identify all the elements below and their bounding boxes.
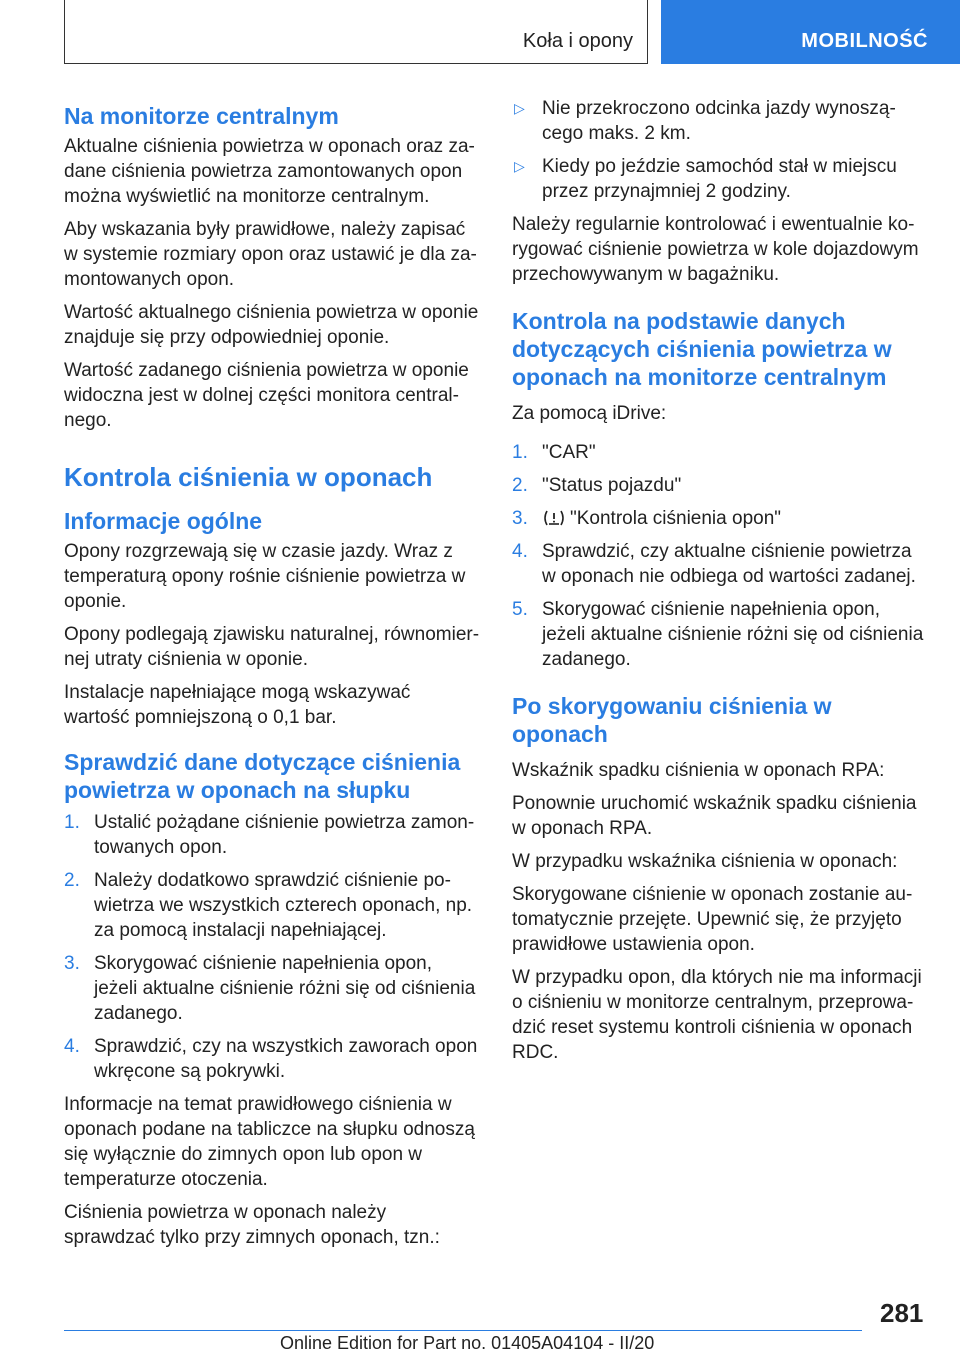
footer-edition: Online Edition for Part no. 01405A04104 - II/20	[280, 1333, 655, 1353]
step-number: 4.	[64, 1036, 80, 1057]
bullet-list	[512, 96, 928, 204]
step-number: 3.	[64, 953, 80, 974]
paragraph: Wartość aktualnego ciśnienia powietrza w oponie znajduje się przy odpowiedniej oponie.	[64, 302, 479, 348]
bullet-text: Kiedy po jeździe samochód stał w miejscu przez przynajmniej 2 godziny.	[542, 156, 897, 202]
list-item	[512, 506, 928, 531]
list-item	[512, 440, 928, 465]
footer-divider	[64, 1330, 862, 1331]
heading-monitor: Na monitorze centralnym	[64, 103, 339, 129]
step-text: Należy dodatkowo sprawdzić ciśnienie powietrza we wszystkich czterech oponach, np. za pomocą instalacji napełniającej.	[94, 870, 473, 941]
paragraph: Opony podlegają zjawisku naturalnej, równomiernej utraty ciśnienia w oponie.	[64, 624, 480, 670]
paragraph: W przypadku wskaźnika ciśnienia w oponach:	[512, 851, 898, 872]
list-item	[512, 597, 928, 672]
list-item	[512, 473, 928, 498]
paragraph: W przypadku opon, dla których nie ma informacji o ciśnieniu w monitorze centralnym, przeprowadzić reset systemu kontroli ciśnienia w oponach RDC.	[512, 967, 922, 1063]
tire-pressure-warning-icon	[542, 509, 566, 527]
paragraph: Aktualne ciśnienia powietrza w oponach oraz zadane ciśnienia powietrza zamontowanych opon można wyświetlić na monitorze centralnym.	[64, 136, 475, 207]
list-item	[64, 951, 480, 1026]
list-item	[64, 810, 480, 860]
paragraph: Opony rozgrzewają się w czasie jazdy. Wraz z temperaturą opony rośnie ciśnienie powietrza w oponie.	[64, 541, 466, 612]
list-item	[512, 154, 928, 204]
step-number: 3.	[512, 508, 528, 529]
chapter-title: Koła i opony	[522, 30, 633, 52]
paragraph: Ciśnienia powietrza w oponach należy sprawdzać tylko przy zimnych oponach, tzn.:	[64, 1202, 440, 1248]
step-text: Ustalić pożądane ciśnienie powietrza zamontowanych opon.	[94, 812, 475, 858]
step-text: Skorygować ciśnienie napełnienia opon, jeżeli aktualne ciśnienie różni się od ciśnienia zadanego.	[542, 599, 924, 670]
page-number: 281	[880, 1298, 924, 1328]
heading-sprawdzic: Sprawdzić dane dotyczące ciśnienia powietrza w oponach na słupku	[64, 749, 461, 803]
step-text: Sprawdzić, czy na wszystkich zaworach opon wkręcone są pokrywki.	[94, 1036, 478, 1082]
step-text: Sprawdzić, czy aktualne ciśnienie powietrza w oponach nie odbiega od wartości zadanej.	[542, 541, 916, 587]
page-header	[0, 0, 960, 66]
step-number: 1.	[512, 442, 528, 463]
steps-list	[64, 810, 480, 1084]
triangle-right-icon: ▷	[514, 158, 525, 174]
paragraph: Skorygowane ciśnienie w oponach zostanie automatycznie przejęte. Upewnić się, że przyjęto prawidłowe ustawienia opon.	[512, 884, 913, 955]
idrive-steps-list	[512, 440, 928, 672]
bullet-text: Nie przekroczono odcinka jazdy wynoszącego maks. 2 km.	[542, 98, 896, 144]
heading-po-skorygowaniu: Po skorygowaniu ciśnienia w oponach	[512, 693, 832, 747]
step-text: Skorygować ciśnienie napełnienia opon, jeżeli aktualne ciśnienie różni się od ciśnienia zadanego.	[94, 953, 476, 1024]
step-text: "Kontrola ciśnienia opon"	[570, 508, 782, 529]
list-item	[512, 539, 928, 589]
paragraph: Za pomocą iDrive:	[512, 403, 667, 424]
heading-kontrola-monitor: Kontrola na podstawie danych dotyczących ciśnienia powietrza w oponach na monitorze centralnym	[512, 308, 892, 390]
left-column	[64, 96, 480, 1258]
chapter-tab	[64, 0, 648, 64]
list-item	[64, 868, 480, 943]
step-number: 2.	[512, 475, 528, 496]
paragraph: Ponownie uruchomić wskaźnik spadku ciśnienia w oponach RPA.	[512, 793, 917, 839]
paragraph: Aby wskazania były prawidłowe, należy zapisać w systemie rozmiary opon oraz ustawić je dla zamontowanych opon.	[64, 219, 477, 290]
step-number: 4.	[512, 541, 528, 562]
list-item	[512, 96, 928, 146]
triangle-right-icon: ▷	[514, 100, 525, 116]
list-item	[64, 1034, 480, 1084]
section-label: MOBILNOŚĆ	[801, 30, 928, 52]
paragraph: Wskaźnik spadku ciśnienia w oponach RPA:	[512, 760, 885, 781]
paragraph: Instalacje napełniające mogą wskazywać wartość pomniejszoną o 0,1 bar.	[64, 682, 411, 728]
paragraph: Wartość zadanego ciśnienia powietrza w oponie widoczna jest w dolnej części monitora centralnego.	[64, 360, 469, 431]
step-number: 5.	[512, 599, 528, 620]
step-number: 1.	[64, 812, 80, 833]
paragraph: Należy regularnie kontrolować i ewentualnie korygować ciśnienie powietrza w kole dojazdowym przechowywanym w bagażniku.	[512, 214, 919, 285]
step-number: 2.	[64, 870, 80, 891]
heading-kontrola: Kontrola ciśnienia w oponach	[64, 462, 433, 492]
section-tab	[661, 0, 960, 64]
right-column	[512, 96, 928, 1073]
heading-informacje: Informacje ogólne	[64, 508, 263, 534]
step-text: "CAR"	[542, 442, 596, 463]
step-text: "Status pojazdu"	[542, 475, 682, 496]
paragraph: Informacje na temat prawidłowego ciśnienia w oponach podane na tabliczce na słupku odnoszą się wyłącznie do zimnych opon lub opon w temperaturze otoczenia.	[64, 1094, 475, 1190]
